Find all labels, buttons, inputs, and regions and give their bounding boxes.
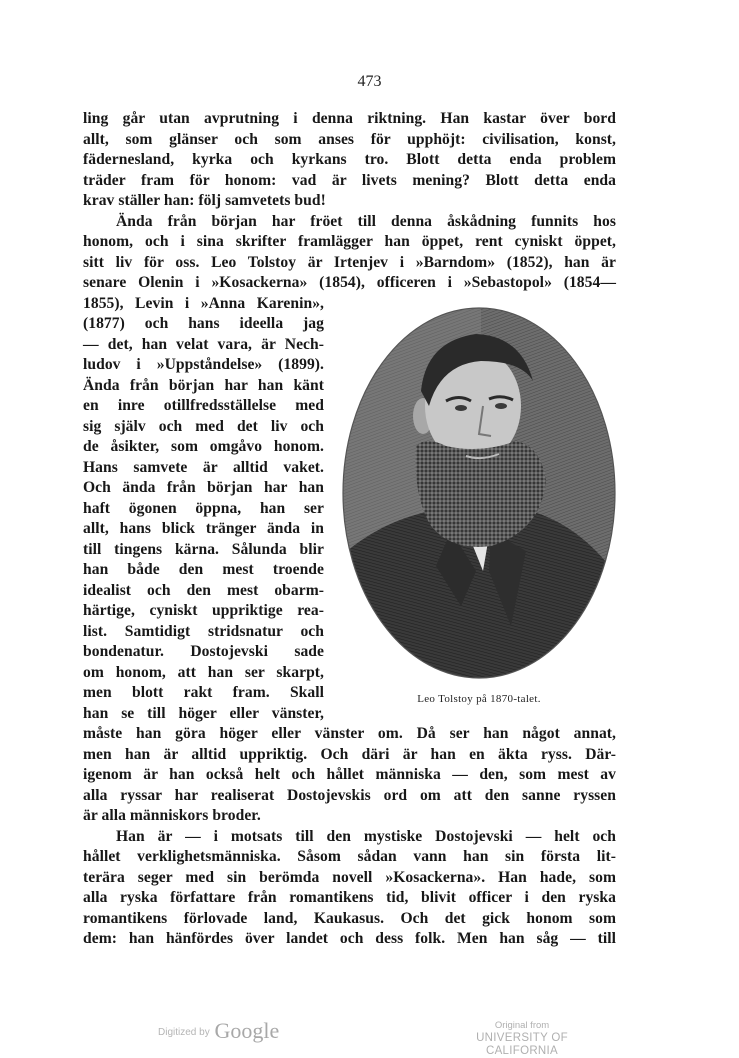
text-line: igenom är han också helt och hållet människa — den, som mest av [83,766,616,783]
text-line: hållet verklighetsmänniska. Såsom sådan vann han sin första lit- [83,848,616,865]
text-line: träder fram för honom: vad är livets mening? Blott detta enda [83,171,616,189]
original-from-label: Original from [494,1020,550,1031]
tolstoy-portrait-engraving [341,306,617,680]
text-line: (1877) och hans ideella jag [83,315,324,332]
text-line: Han är — i motsats till den mystiske Dostojevski — helt och [116,827,616,845]
text-line: — det, han velat vara, är Nech- [83,335,324,353]
text-line: honom, och i sina skrifter framlägger han öppet, rent cyniskt öppet, [83,233,616,250]
text-line: härtige, cyniskt uppriktige rea- [83,602,324,619]
text-line: allt, som glänser och som anses för upphöjt: civilisation, konst, [83,130,616,148]
text-line: de åsikter, som omgåvo honom. [83,438,324,455]
text-line: Ända från början har han känt [83,376,324,394]
text-line: bondenatur. Dostojevski sade [83,643,324,660]
text-line: Ända från början har fröet till denna åskådning funnits hos [116,212,616,230]
text-line: sig själv och med det liv och [83,417,324,435]
text-line: allt, hans blick tränger ända in [83,520,324,537]
text-line: 1855), Levin i »Anna Karenin», [83,294,324,312]
text-line: Hans samvete är alltid vaket. [83,458,324,476]
text-line: senare Olenin i »Kosackerna» (1854), officeren i »Sebastopol» (1854— [83,274,616,291]
text-line: krav ställer han: följ samvetets bud! [83,192,326,209]
text-line: idealist och den mest obarm- [83,581,324,599]
digitized-by-label: Digitized by [158,1027,210,1038]
text-line: dem: han hänfördes över landet och dess folk. Men han såg — till [83,930,616,947]
text-line: om honom, att han ser skarpt, [83,663,324,681]
text-line: alla ryssar har realiserat Dostojevskis ord om att den sanne ryssen [83,786,616,804]
text-line: romantikens förlovade land, Kaukasus. Och det gick honom som [83,909,616,927]
text-line: alla ryska författare från romantikens tid, blivit officer i den ryska [83,889,616,906]
text-line: han både den mest troende [83,561,324,578]
text-line: men han är alltid uppriktig. Och däri är han en äkta ryss. Där- [83,745,616,763]
text-line: fädernesland, kyrka och kyrkans tro. Blott detta enda problem [83,151,616,168]
portrait-figure [341,306,617,680]
text-line: ludov i »Uppståndelse» (1899). [83,356,324,373]
text-line: måste han göra höger eller vänster om. Då ser han något annat, [83,725,616,742]
original-from-watermark [447,1019,597,1058]
text-line: haft ögonen öppna, han ser [83,499,324,517]
text-line: Och ända från början har han [83,479,324,496]
text-line: terära seger med sin berömda novell »Kosackerna». Han hade, som [83,868,616,886]
google-logo: Google [214,1018,280,1043]
text-line: ling går utan avprutning i denna riktning. Han kastar över bord [83,110,616,127]
text-line: men blott rakt fram. Skall [83,684,324,701]
text-line: är alla människors broder. [83,807,261,824]
text-line: till tingens kärna. Sålunda blir [83,540,324,558]
text-line: en inre otillfredsställelse med [83,397,324,414]
page-number: 473 [357,73,382,90]
figure-caption: Leo Tolstoy på 1870-talet. [417,693,541,705]
institution-label: UNIVERSITY OF CALIFORNIA [476,1032,568,1057]
text-line: han se till höger eller vänster, [83,704,324,722]
text-line: list. Samtidigt stridsnatur och [83,622,324,640]
digitized-by-watermark [158,1018,279,1044]
text-line: sitt liv för oss. Leo Tolstoy är Irtenjev i »Barndom» (1852), han är [83,253,616,271]
